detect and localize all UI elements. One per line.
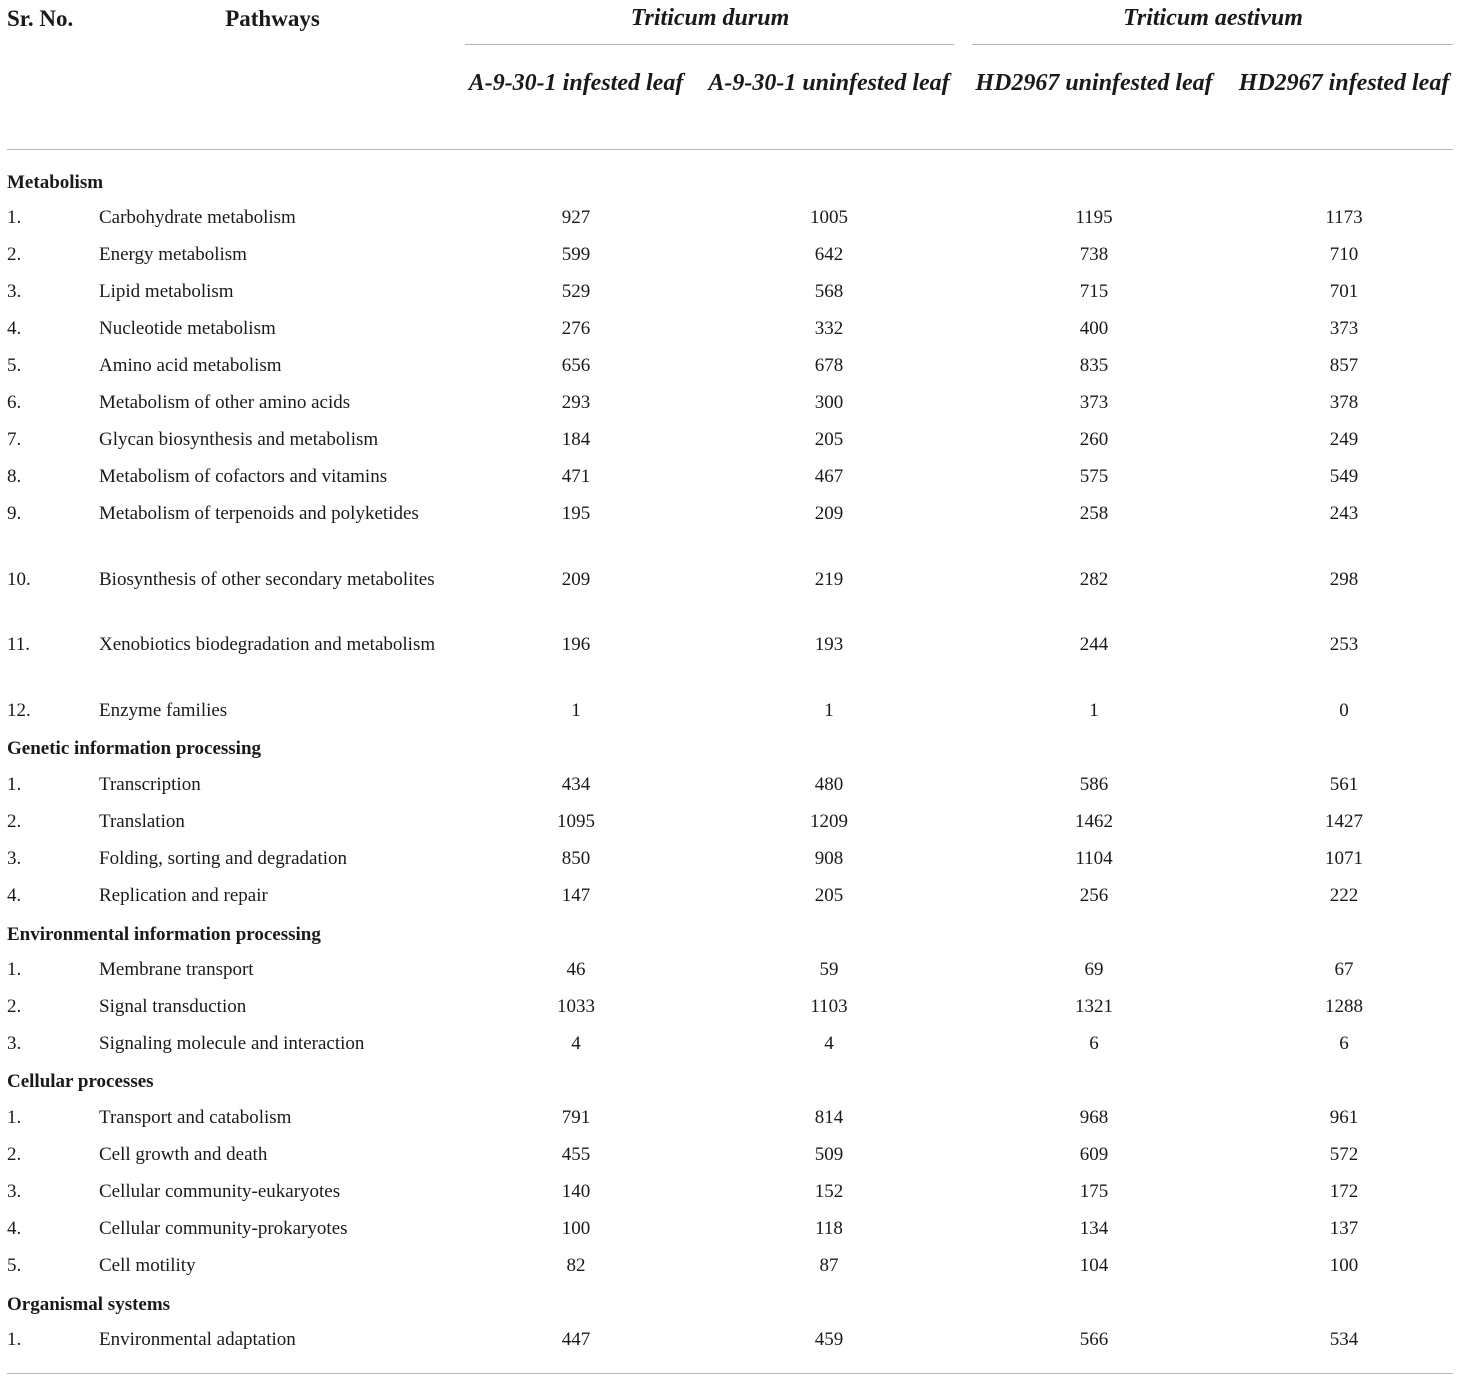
value-cell: 4 <box>824 1033 834 1054</box>
value-cell: 701 <box>1329 281 1359 302</box>
value-cell: 968 <box>1079 1107 1109 1128</box>
value-cell: 566 <box>1079 1329 1109 1350</box>
header-bottom-rule <box>7 149 1453 150</box>
value-cell: 244 <box>1079 634 1109 655</box>
row-number: 2. <box>7 996 22 1017</box>
value-cell: 222 <box>1329 885 1359 906</box>
value-cell: 378 <box>1329 392 1359 413</box>
value-cell: 568 <box>814 281 844 302</box>
value-cell: 67 <box>1334 959 1354 980</box>
value-cell: 69 <box>1084 959 1104 980</box>
value-cell: 46 <box>566 959 586 980</box>
pathway-name: Xenobiotics biodegradation and metabolism <box>99 634 436 655</box>
pathway-name: Glycan biosynthesis and metabolism <box>99 429 379 450</box>
value-cell: 480 <box>814 774 844 795</box>
pathway-name: Replication and repair <box>99 885 268 906</box>
value-cell: 118 <box>815 1218 843 1239</box>
pathway-name: Cellular community-prokaryotes <box>99 1218 348 1239</box>
value-cell: 1103 <box>810 996 848 1017</box>
row-number: 1. <box>7 959 22 980</box>
column-header-a9-infested: A-9-30-1 infested leaf <box>468 70 684 96</box>
row-number: 7. <box>7 429 22 450</box>
row-number: 1. <box>7 774 22 795</box>
value-cell: 656 <box>561 355 591 376</box>
row-number: 5. <box>7 355 22 376</box>
pathway-name: Carbohydrate metabolism <box>99 207 296 228</box>
value-cell: 147 <box>561 885 591 906</box>
value-cell: 814 <box>814 1107 844 1128</box>
value-cell: 100 <box>1329 1255 1359 1276</box>
value-cell: 857 <box>1329 355 1359 376</box>
value-cell: 205 <box>814 429 844 450</box>
value-cell: 300 <box>814 392 844 413</box>
pathway-name: Signaling molecule and interaction <box>99 1033 365 1054</box>
value-cell: 59 <box>819 959 839 980</box>
value-cell: 175 <box>1079 1181 1109 1202</box>
value-cell: 1 <box>1089 700 1099 721</box>
value-cell: 961 <box>1329 1107 1359 1128</box>
pathway-name: Transport and catabolism <box>99 1107 292 1128</box>
pathway-name: Biosynthesis of other secondary metabolites <box>99 569 435 590</box>
value-cell: 298 <box>1329 569 1359 590</box>
pathway-name: Cell motility <box>99 1255 196 1276</box>
value-cell: 134 <box>1079 1218 1109 1239</box>
value-cell: 710 <box>1329 244 1359 265</box>
value-cell: 82 <box>566 1255 586 1276</box>
value-cell: 100 <box>561 1218 591 1239</box>
value-cell: 678 <box>814 355 844 376</box>
value-cell: 835 <box>1079 355 1109 376</box>
pathway-name: Metabolism of cofactors and vitamins <box>99 466 388 487</box>
value-cell: 209 <box>814 503 844 524</box>
value-cell: 137 <box>1329 1218 1359 1239</box>
column-header-hd-uninfested: HD2967 uninfested leaf <box>975 70 1213 96</box>
row-number: 4. <box>7 1218 22 1239</box>
value-cell: 184 <box>561 429 591 450</box>
value-cell: 205 <box>814 885 844 906</box>
row-number: 1. <box>7 207 22 228</box>
value-cell: 1005 <box>810 207 848 228</box>
value-cell: 1033 <box>557 996 595 1017</box>
value-cell: 332 <box>814 318 844 339</box>
section-title: Environmental information processing <box>7 924 321 945</box>
value-cell: 549 <box>1329 466 1359 487</box>
row-number: 8. <box>7 466 22 487</box>
value-cell: 195 <box>561 503 591 524</box>
value-cell: 850 <box>561 848 591 869</box>
value-cell: 1173 <box>1325 207 1363 228</box>
pathway-name: Metabolism of terpenoids and polyketides <box>99 503 419 524</box>
value-cell: 467 <box>814 466 844 487</box>
row-number: 9. <box>7 503 22 524</box>
value-cell: 152 <box>814 1181 844 1202</box>
value-cell: 172 <box>1329 1181 1359 1202</box>
value-cell: 908 <box>814 848 844 869</box>
value-cell: 534 <box>1329 1329 1359 1350</box>
row-number: 1. <box>7 1107 22 1128</box>
value-cell: 193 <box>814 634 844 655</box>
value-cell: 249 <box>1329 429 1359 450</box>
value-cell: 642 <box>814 244 844 265</box>
pathway-name: Translation <box>99 811 185 832</box>
row-number: 3. <box>7 1033 22 1054</box>
row-number: 2. <box>7 244 22 265</box>
pathway-name: Energy metabolism <box>99 244 247 265</box>
table-bottom-rule <box>7 1373 1453 1374</box>
pathway-name: Amino acid metabolism <box>99 355 282 376</box>
value-cell: 87 <box>819 1255 839 1276</box>
pathway-name: Membrane transport <box>99 959 254 980</box>
value-cell: 1209 <box>810 811 848 832</box>
value-cell: 1104 <box>1075 848 1113 869</box>
row-number: 3. <box>7 848 22 869</box>
row-number: 1. <box>7 1329 22 1350</box>
value-cell: 575 <box>1079 466 1109 487</box>
value-cell: 256 <box>1079 885 1109 906</box>
species-divider-durum <box>465 44 954 45</box>
value-cell: 4 <box>571 1033 581 1054</box>
value-cell: 791 <box>561 1107 591 1128</box>
row-number: 4. <box>7 885 22 906</box>
value-cell: 529 <box>561 281 591 302</box>
pathway-name: Metabolism of other amino acids <box>99 392 351 413</box>
species-divider-aestivum <box>972 44 1453 45</box>
header-pathways: Pathways <box>225 6 320 31</box>
row-number: 4. <box>7 318 22 339</box>
value-cell: 447 <box>561 1329 591 1350</box>
header-species-aestivum: Triticum aestivum <box>1123 5 1303 31</box>
column-header-a9-uninfested: A-9-30-1 uninfested leaf <box>708 70 950 96</box>
pathway-name: Nucleotide metabolism <box>99 318 276 339</box>
value-cell: 253 <box>1329 634 1359 655</box>
value-cell: 243 <box>1329 503 1359 524</box>
pathway-name: Environmental adaptation <box>99 1329 296 1350</box>
row-number: 3. <box>7 281 22 302</box>
value-cell: 258 <box>1079 503 1109 524</box>
row-number: 2. <box>7 1144 22 1165</box>
row-number: 12. <box>7 700 31 721</box>
value-cell: 219 <box>814 569 844 590</box>
value-cell: 293 <box>561 392 591 413</box>
value-cell: 738 <box>1079 244 1109 265</box>
value-cell: 1427 <box>1325 811 1363 832</box>
value-cell: 1288 <box>1325 996 1363 1017</box>
value-cell: 400 <box>1079 318 1109 339</box>
row-number: 3. <box>7 1181 22 1202</box>
pathway-name: Folding, sorting and degradation <box>99 848 348 869</box>
value-cell: 1 <box>571 700 581 721</box>
value-cell: 260 <box>1079 429 1109 450</box>
value-cell: 1321 <box>1075 996 1113 1017</box>
value-cell: 1462 <box>1075 811 1113 832</box>
header-sr-no: Sr. No. <box>7 6 74 31</box>
row-number: 6. <box>7 392 22 413</box>
value-cell: 455 <box>561 1144 591 1165</box>
value-cell: 434 <box>561 774 591 795</box>
pathway-name: Cell growth and death <box>99 1144 268 1165</box>
value-cell: 471 <box>561 466 591 487</box>
header-species-durum: Triticum durum <box>630 5 790 31</box>
value-cell: 373 <box>1079 392 1109 413</box>
pathway-name: Signal transduction <box>99 996 247 1017</box>
value-cell: 104 <box>1079 1255 1109 1276</box>
column-header-hd-infested: HD2967 infested leaf <box>1238 70 1450 96</box>
value-cell: 715 <box>1079 281 1109 302</box>
pathway-name: Transcription <box>99 774 201 795</box>
row-number: 11. <box>7 634 31 655</box>
value-cell: 927 <box>561 207 591 228</box>
value-cell: 561 <box>1329 774 1359 795</box>
value-cell: 6 <box>1089 1033 1099 1054</box>
value-cell: 609 <box>1079 1144 1109 1165</box>
value-cell: 1095 <box>557 811 595 832</box>
value-cell: 282 <box>1079 569 1109 590</box>
section-title: Metabolism <box>7 172 104 193</box>
value-cell: 1 <box>824 700 834 721</box>
section-title: Genetic information processing <box>7 738 262 759</box>
value-cell: 6 <box>1339 1033 1349 1054</box>
value-cell: 459 <box>814 1329 844 1350</box>
row-number: 2. <box>7 811 22 832</box>
row-number: 10. <box>7 569 31 590</box>
pathway-name: Enzyme families <box>99 700 228 721</box>
pathway-name: Cellular community-eukaryotes <box>99 1181 341 1202</box>
value-cell: 586 <box>1079 774 1109 795</box>
value-cell: 572 <box>1329 1144 1359 1165</box>
pathway-name: Lipid metabolism <box>99 281 234 302</box>
value-cell: 140 <box>561 1181 591 1202</box>
value-cell: 373 <box>1329 318 1359 339</box>
value-cell: 276 <box>561 318 591 339</box>
value-cell: 196 <box>561 634 591 655</box>
value-cell: 599 <box>561 244 591 265</box>
section-title: Organismal systems <box>7 1294 171 1315</box>
value-cell: 1195 <box>1075 207 1113 228</box>
section-title: Cellular processes <box>7 1071 154 1092</box>
value-cell: 509 <box>814 1144 844 1165</box>
value-cell: 1071 <box>1325 848 1363 869</box>
value-cell: 209 <box>561 569 591 590</box>
row-number: 5. <box>7 1255 22 1276</box>
value-cell: 0 <box>1339 700 1349 721</box>
